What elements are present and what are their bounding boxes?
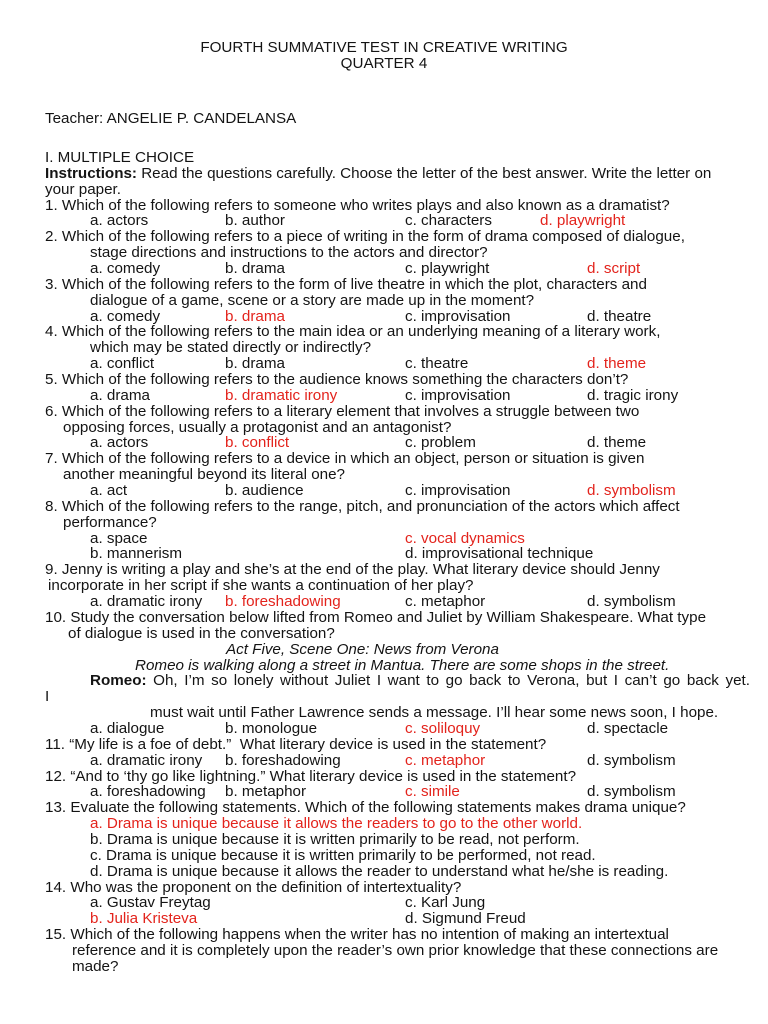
passage-speaker: Romeo:	[90, 672, 147, 690]
passage-heading: Act Five, Scene One: News from Verona	[226, 640, 499, 658]
question-text: Study the conversation below lifted from Romeo and Juliet by William Shakespeare. What type	[70, 608, 707, 626]
question-text: Which of the following refers to the range, pitch, and pronunciation of the actors which affect	[61, 497, 680, 515]
option-row	[45, 753, 765, 769]
question-stem	[45, 324, 765, 340]
question-text-continued: performance?	[63, 513, 157, 531]
question-text-continued: made?	[72, 957, 119, 975]
option-b: b. dramatic irony	[225, 386, 338, 404]
question-text: Which of the following happens when the writer has no intention of making an intertextual	[70, 926, 669, 944]
option-a: a. foreshadowing	[90, 783, 206, 801]
question-12	[45, 769, 765, 801]
option-c: c. soliloquy	[405, 719, 481, 737]
option-b: b. mannerism	[90, 545, 183, 563]
question-stem	[45, 927, 765, 943]
option-row	[45, 531, 765, 547]
instructions-continued: your paper.	[45, 180, 121, 198]
option-row	[45, 483, 765, 499]
question-number: 8.	[45, 497, 58, 515]
option-b: b. drama	[225, 260, 285, 278]
option-d: d. theatre	[587, 307, 652, 325]
question-number: 3.	[45, 275, 58, 293]
option-b: b. drama	[225, 307, 285, 325]
option-d: d. improvisational technique	[405, 545, 594, 563]
question-stem	[45, 451, 765, 467]
passage-speech-line	[90, 673, 750, 689]
passage-stage-direction: Romeo is walking along a street in Mantua. There are some shops in the street.	[135, 656, 670, 674]
question-text: “My life is a foe of debt.” What literary device is used in the statement?	[69, 735, 547, 753]
option-d: d. theme	[587, 355, 647, 373]
question-text-continued: another meaningful beyond its literal one?	[63, 466, 345, 484]
option-d: d. theme	[587, 434, 647, 452]
question-text: Who was the proponent on the definition of intertextuality?	[70, 878, 462, 896]
option-row	[45, 546, 765, 562]
option-row	[45, 388, 765, 404]
question-number: 1.	[45, 196, 58, 214]
question-text-continued: stage directions and instructions to the actors and director?	[90, 244, 488, 262]
option-a: a. drama	[90, 386, 150, 404]
option-row	[45, 594, 765, 610]
teacher-line	[45, 111, 296, 127]
option-c: c. Drama is unique because it is written primarily to be performed, not read.	[90, 846, 596, 864]
option-d: d. Sigmund Freud	[405, 910, 526, 928]
multiple-choice-section	[45, 150, 765, 975]
option-row	[45, 784, 765, 800]
option-d: d. tragic irony	[587, 386, 679, 404]
option-b: b. foreshadowing	[225, 751, 341, 769]
question-text: Which of the following refers to someone who writes plays and also known as a dramatist?	[61, 196, 670, 214]
option-c: c. improvisation	[405, 482, 511, 500]
option-b: b. Julia Kristeva	[90, 910, 198, 928]
option-a: a. actors	[90, 212, 149, 230]
question-stem	[45, 800, 765, 816]
question-number: 14.	[45, 878, 67, 896]
option-d: d. playwright	[540, 212, 626, 230]
option-a: a. Drama is unique because it allows the readers to go to the other world.	[90, 815, 583, 833]
question-6	[45, 404, 765, 452]
option-c: c. theatre	[405, 355, 469, 373]
question-stem	[45, 562, 765, 578]
option-d: d. script	[587, 260, 641, 278]
option-c: c. improvisation	[405, 307, 511, 325]
option-row	[45, 356, 765, 372]
option-b: b. monologue	[225, 719, 318, 737]
option-b: b. Drama is unique because it is written primarily to be read, not perform.	[90, 830, 580, 848]
option-b: b. metaphor	[225, 783, 307, 801]
question-text: Which of the following refers to a piece of writing in the form of drama composed of dialogue,	[61, 228, 685, 246]
section-title: I. MULTIPLE CHOICE	[45, 149, 195, 166]
option-c: c. improvisation	[405, 386, 511, 404]
document-header	[0, 40, 768, 72]
question-number: 2.	[45, 228, 58, 246]
question-13	[45, 800, 765, 879]
instructions-text: Read the questions carefully. Choose the letter of the best answer. Write the letter on	[141, 164, 712, 182]
question-text: Which of the following refers to a device in which an object, person or situation is given	[61, 450, 645, 468]
option-d: d. Drama is unique because it allows the reader to understand what he/she is reading.	[90, 862, 669, 880]
document-title: FOURTH SUMMATIVE TEST IN CREATIVE WRITING	[200, 39, 568, 56]
question-stem	[45, 737, 765, 753]
option-c: c. problem	[405, 434, 476, 452]
question-3	[45, 277, 765, 325]
question-15	[45, 927, 765, 975]
question-number: 5.	[45, 371, 58, 389]
question-text: Which of the following refers to the form of live theatre in which the plot, characters and	[61, 275, 647, 293]
question-10	[45, 610, 765, 737]
question-number: 13.	[45, 799, 67, 817]
option-a: a. space	[90, 529, 148, 547]
option-a: a. comedy	[90, 307, 161, 325]
option-c: c. playwright	[405, 260, 490, 278]
question-text-continued: reference and it is completely upon the reader’s own prior knowledge that these connections are	[72, 941, 719, 959]
option-c: c. metaphor	[405, 593, 486, 611]
question-11	[45, 737, 765, 769]
option-c: c. vocal dynamics	[405, 529, 525, 547]
question-stem	[45, 372, 765, 388]
question-number: 7.	[45, 450, 58, 468]
question-text: Evaluate the following statements. Which of the following statements makes drama unique?	[70, 799, 686, 817]
question-stem	[45, 880, 765, 896]
option-d: d. spectacle	[587, 719, 669, 737]
question-14	[45, 880, 765, 928]
option-a: a. dialogue	[90, 719, 165, 737]
question-text-continued: of dialogue is used in the conversation?	[68, 624, 335, 642]
passage-speech-wrap: I	[45, 688, 50, 706]
option-row	[45, 309, 765, 325]
option-d: d. symbolism	[587, 482, 676, 500]
question-text-continued: which may be stated directly or indirectly?	[90, 339, 372, 357]
question-text-continued: opposing forces, usually a protagonist and an antagonist?	[63, 418, 452, 436]
question-stem	[45, 404, 765, 420]
option-a: a. Gustav Freytag	[90, 894, 211, 912]
option-a: a. conflict	[90, 355, 155, 373]
option-row	[45, 911, 765, 927]
teacher-name: ANGELIE P. CANDELANSA	[106, 110, 297, 127]
option-d: d. symbolism	[587, 593, 676, 611]
option-a: a. act	[90, 482, 128, 500]
instructions-label: Instructions:	[45, 164, 137, 182]
option-d: d. symbolism	[587, 751, 676, 769]
question-number: 10.	[45, 608, 67, 626]
option-b: b. audience	[225, 482, 304, 500]
question-1	[45, 198, 765, 230]
question-stem	[45, 499, 765, 515]
question-stem	[45, 229, 765, 245]
question-number: 11.	[45, 735, 65, 753]
option-a: a. dramatic irony	[90, 593, 203, 611]
question-number: 6.	[45, 402, 58, 420]
question-number: 9.	[45, 561, 58, 579]
option-d: d. symbolism	[587, 783, 676, 801]
question-stem	[45, 198, 765, 214]
option-row	[45, 895, 765, 911]
option-row	[45, 721, 765, 737]
question-text: Jenny is writing a play and she’s at the end of the play. What literary device should Jenny	[61, 561, 660, 579]
question-5	[45, 372, 765, 404]
instructions	[45, 166, 765, 182]
question-text: “And to ‘thy go like lightning.” What literary device is used in the statement?	[70, 767, 577, 785]
question-number: 4.	[45, 323, 58, 341]
teacher-label: Teacher:	[45, 110, 104, 127]
question-number: 12.	[45, 767, 67, 785]
question-stem	[45, 610, 765, 626]
option-a: a. dramatic irony	[90, 751, 203, 769]
question-text: Which of the following refers to the audience knows something the characters don’t?	[61, 371, 629, 389]
option-a: a. comedy	[90, 260, 161, 278]
option-c: c. metaphor	[405, 751, 486, 769]
document-subtitle: QUARTER 4	[340, 55, 428, 72]
option-b: b. author	[225, 212, 285, 230]
question-text-continued: incorporate in her script if she wants a continuation of her play?	[48, 577, 474, 595]
option-b: b. conflict	[225, 434, 290, 452]
option-row	[45, 261, 765, 277]
question-text-continued: dialogue of a game, scene or a story are made up in the moment?	[90, 291, 535, 309]
question-text: Which of the following refers to the main idea or an underlying meaning of a literary work,	[61, 323, 661, 341]
option-c: c. characters	[405, 212, 492, 230]
question-9	[45, 562, 765, 610]
option-row	[45, 213, 765, 229]
question-text: Which of the following refers to a literary element that involves a struggle between two	[61, 402, 640, 420]
question-4	[45, 324, 765, 372]
question-stem	[45, 277, 765, 293]
question-number: 15.	[45, 926, 67, 944]
question-2	[45, 229, 765, 277]
question-stem	[45, 769, 765, 785]
passage-speech-continued: must wait until Father Lawrence sends a message. I’ll hear some news soon, I hope.	[150, 704, 719, 722]
option-b: b. foreshadowing	[225, 593, 341, 611]
question-7	[45, 451, 765, 499]
question-8	[45, 499, 765, 562]
passage-speech-text: Oh, I’m so lonely without Juliet I want to go back to Verona, but I can’t go back yet.	[153, 672, 750, 690]
option-a: a. actors	[90, 434, 149, 452]
option-c: c. simile	[405, 783, 460, 801]
option-c: c. Karl Jung	[405, 894, 486, 912]
option-b: b. drama	[225, 355, 285, 373]
passage-speech	[45, 673, 765, 689]
option-row	[45, 435, 765, 451]
